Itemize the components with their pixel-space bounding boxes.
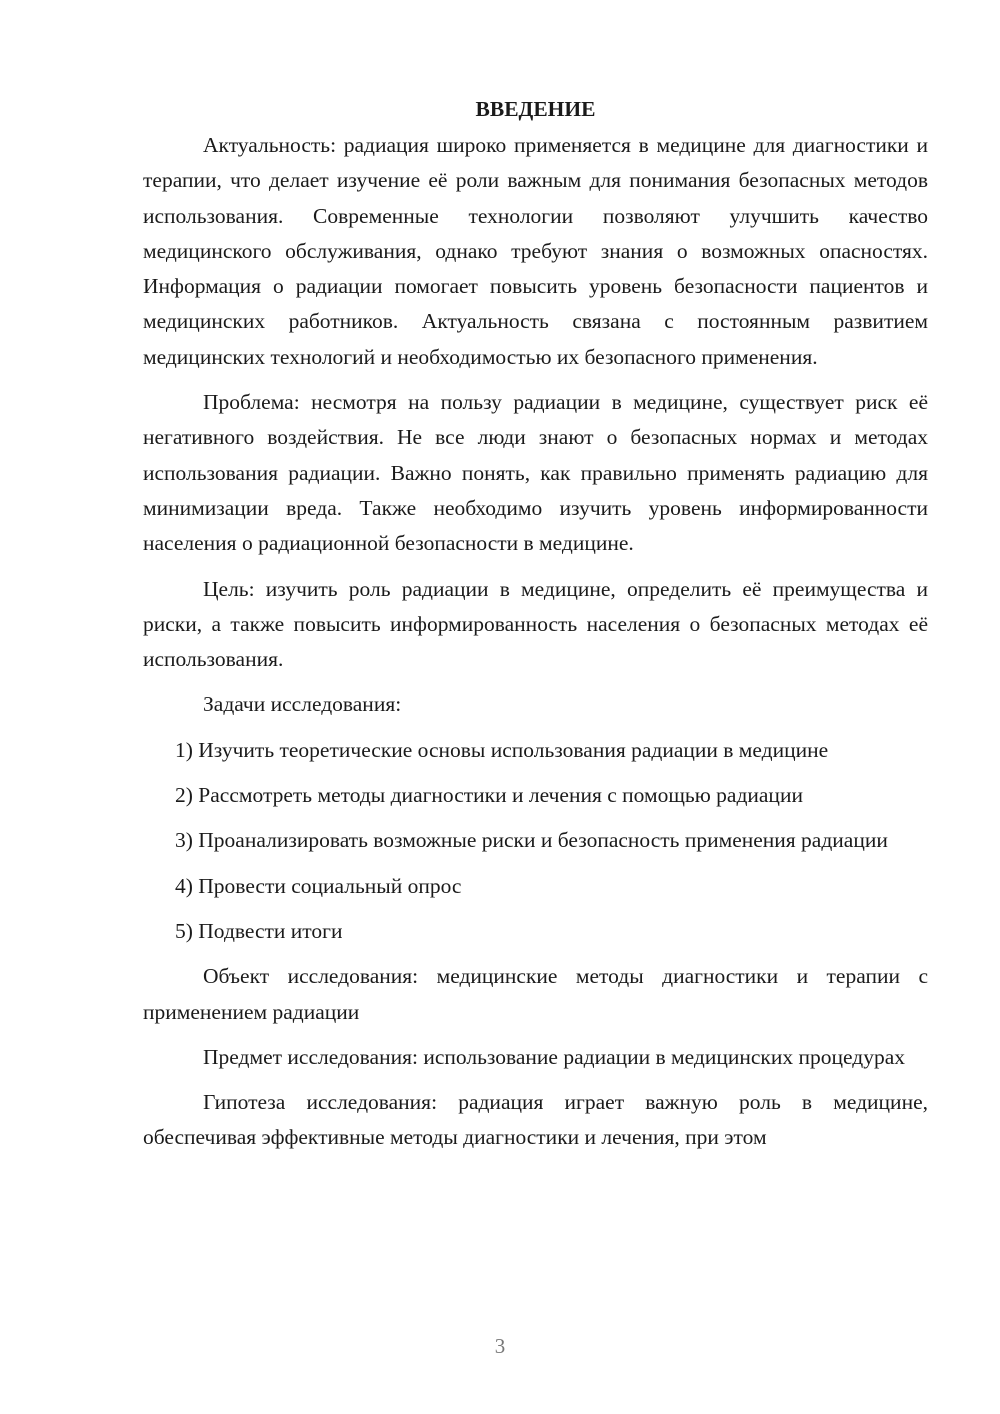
subject-paragraph: Предмет исследования: использование радиации в медицинских процедурах [203,1044,905,1069]
hypothesis-paragraph: Гипотеза исследования: радиация играет важную роль в медицине, обеспечивая эффективные методы диагностики и лечения, при этом [143,1090,928,1150]
task-item-4: 4) Провести социальный опрос [175,873,462,898]
goal-paragraph: Цель: изучить роль радиации в медицине, определить её преимущества и риски, а также повысить информированность населения о безопасных методах её использования. [143,576,928,672]
task-item-5: 5) Подвести итоги [175,918,343,943]
task-item-3: 3) Проанализировать возможные риски и безопасность применения радиации [175,828,888,853]
document-page [143,92,928,1166]
object-paragraph: Объект исследования: медицинские методы диагностики и терапии с применением радиации [143,964,928,1024]
section-heading: ВВЕДЕНИЕ [475,97,596,121]
task-item-1: 1) Изучить теоретические основы использования радиации в медицине [175,737,829,762]
problem-paragraph: Проблема: несмотря на пользу радиации в медицине, существует риск её негативного воздействия. Не все люди знают о безопасных нормах и методах использования радиации. Важно понять, как правильно применять радиацию для минимизации вреда. Также необходимо изучить уровень информированности населения о радиационной безопасности в медицине. [143,390,928,556]
task-item-2: 2) Рассмотреть методы диагностики и лечения с помощью радиации [175,783,803,808]
tasks-title: Задачи исследования: [203,692,402,717]
page-number: 3 [494,1334,506,1358]
relevance-paragraph: Актуальность: радиация широко применяется в медицине для диагностики и терапии, что делает изучение её роли важным для понимания безопасных методов использования. Современные технологии позволяют улучшить качество медицинского обслуживания, однако требуют знания о возможных опасностях. Информация о радиации помогает повысить уровень безопасности пациентов и медицинских работников. Актуальность связана с постоянным развитием медицинских технологий и необходимостью их безопасного применения. [143,133,928,369]
